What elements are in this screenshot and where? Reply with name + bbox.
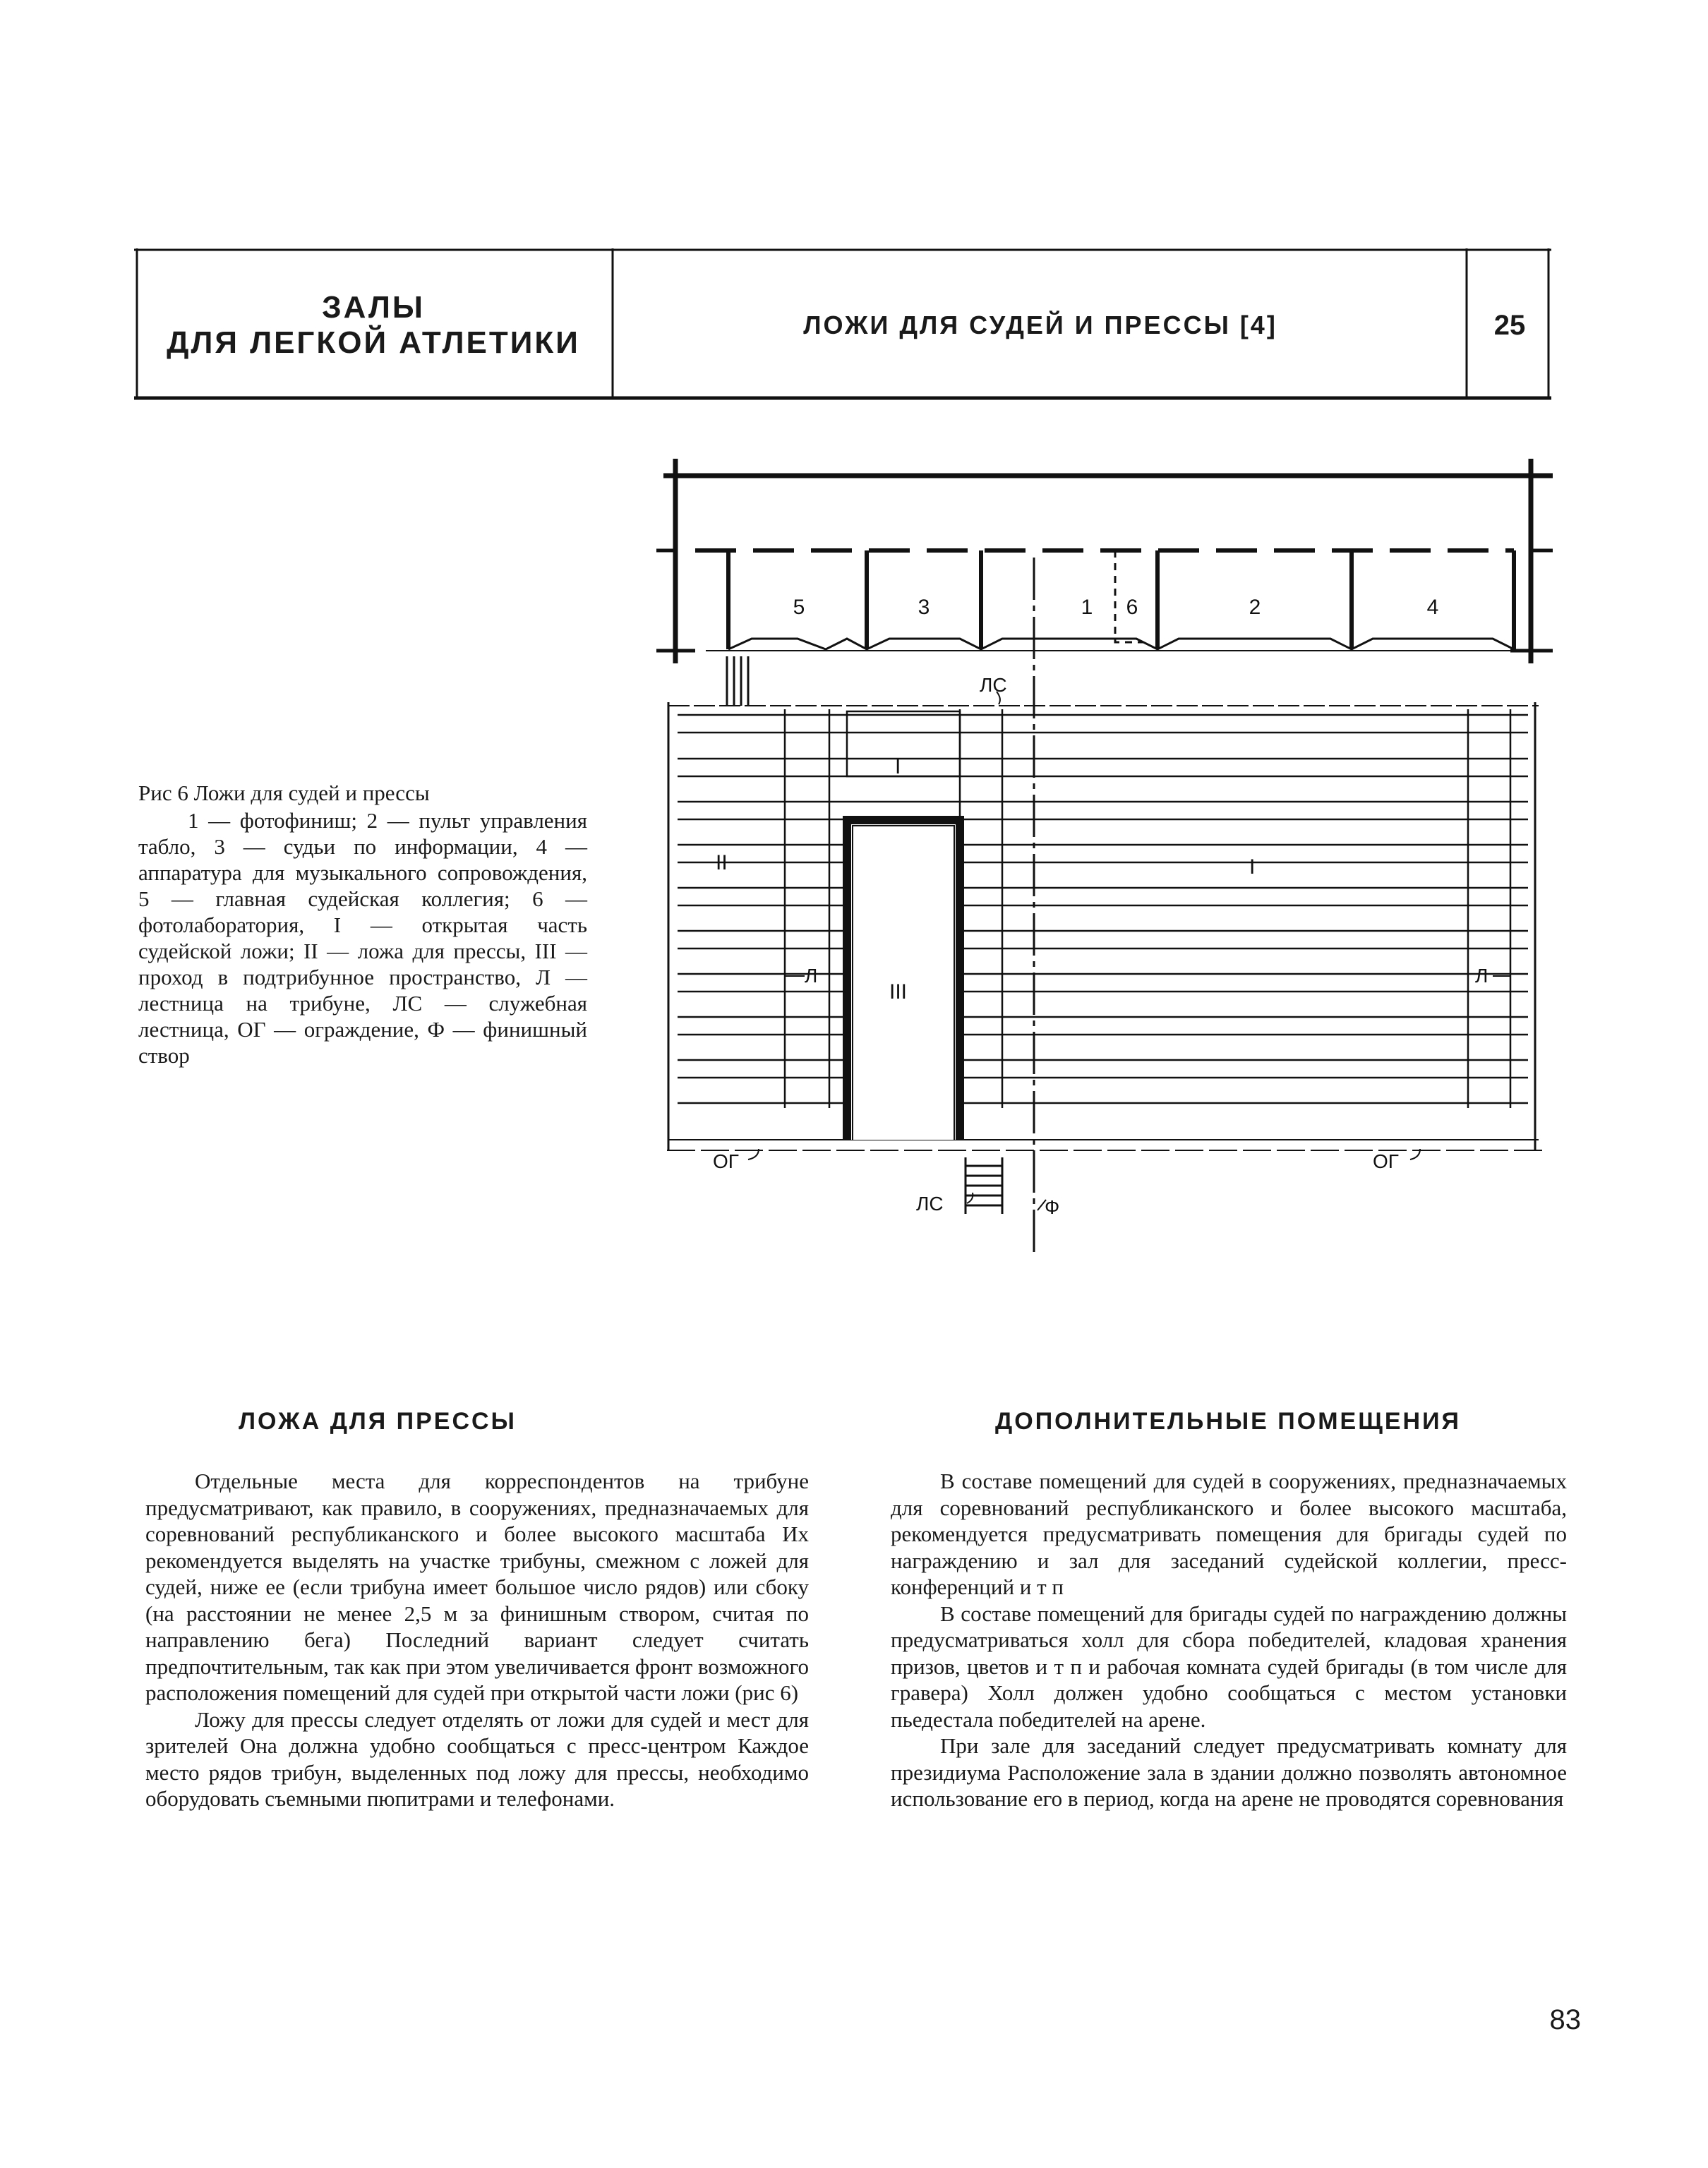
label-passage: III [889, 980, 908, 1004]
topic-title: ЛОЖИ ДЛЯ СУДЕЙ И ПРЕССЫ [4] [803, 311, 1277, 339]
label-fence-left: ОГ [713, 1150, 739, 1172]
figure-caption-legend: 1 — фотофиниш; 2 — пульт управления табло, 3 — судьи по информации, 4 — аппаратура для музыкального сопровождения, 5 — главная судейская коллегия; 6 — фотолаборатория, I — открытая часть судейской ложи; II — ложа для прессы, III — проход в подтрибунное пространство, Л — лестница на трибуне, ЛС — служебная лестница, ОГ — ограждение, Ф — финишный створ [138, 808, 587, 1068]
page-number: 83 [1549, 2004, 1581, 2035]
label-fence-right: ОГ [1373, 1150, 1399, 1172]
label-press-box: II [716, 851, 728, 874]
paragraph: Ложу для прессы следует отделять от ложи для судей и мест для зрителей Она должна удобно сообщаться с пресс-центром Каждое место рядов трибун, выделенных под ложу для прессы, необходимо оборудовать съемными пюпитрами и телефонами. [145, 1706, 809, 1811]
paragraph: В составе помещений для судей в сооружениях, предназначаемых для соревнований республиканского и более высокого масштаба, рекомендуется предусматривать помещения для бригады судей по награждению и зал для заседаний судейской коллегии, пресс-конференций и т п [891, 1469, 1567, 1599]
label-room-2: 2 [1249, 596, 1261, 619]
paragraph: При зале для заседаний следует предусматривать комнату для президиума Расположение зала в здании должно позволять автономное использование его в период, когда на арене не проводятся соревнования [891, 1733, 1567, 1811]
section-title [134, 248, 613, 402]
label-service-stair-bottom: ЛС [916, 1193, 944, 1215]
heading-press-box: ЛОЖА ДЛЯ ПРЕССЫ [239, 1408, 517, 1435]
paragraph: В составе помещений для бригады судей по награждению должны предусматриваться холл для сбора победителей, кладовая хранения призов, цветов и т п и рабочая комната судей бригады (в том числе для гравера) Холл должен удобно сообщаться с местом установки пьедестала победителей на арене. [891, 1601, 1567, 1732]
label-room-6: 6 [1126, 596, 1138, 619]
right-column-text [891, 1468, 1567, 1812]
label-service-stair-top: ЛС [980, 674, 1007, 696]
label-stair-left: Л [805, 965, 818, 987]
heading-additional-rooms: ДОПОЛНИТЕЛЬНЫЕ ПОМЕЩЕНИЯ [995, 1408, 1461, 1435]
label-finish-line: Ф [1045, 1196, 1060, 1218]
label-open-part-left: I [895, 755, 901, 778]
sheet-number: 25 [1493, 309, 1526, 341]
figure-caption [138, 780, 587, 1068]
section-title-text: ЗАЛЫ ДЛЯ ЛЕГКОЙ АТЛЕТИКИ [167, 290, 580, 360]
paragraph: Отдельные места для корреспондентов на трибуне предусматривают, как правило, в сооружениях, предназначаемых для соревнований республиканского и более высокого масштаба Их рекомендуется выделять на участке трибуны, смежном с ложей для судей, ниже ее (если трибуна имеет большое число рядов) или сбоку (на расстоянии не менее 2,5 м за финишным створом, считая по направлению бега) Последний вариант следует считать предпочтительным, так как при этом увеличивается фронт возможного расположения помещений для судей при открытой части ложи (рис 6) [145, 1469, 809, 1705]
figure-caption-title: Рис 6 Ложи для судей и прессы [138, 781, 430, 805]
judges-press-box-plan [635, 445, 1574, 1313]
label-room-4: 4 [1426, 596, 1439, 619]
label-room-3: 3 [918, 596, 930, 619]
label-open-part-right: I [1249, 855, 1256, 879]
label-stair-right: Л [1475, 965, 1489, 987]
left-column-text [145, 1468, 809, 1812]
label-room-5: 5 [793, 596, 805, 619]
label-room-1: 1 [1081, 596, 1093, 619]
